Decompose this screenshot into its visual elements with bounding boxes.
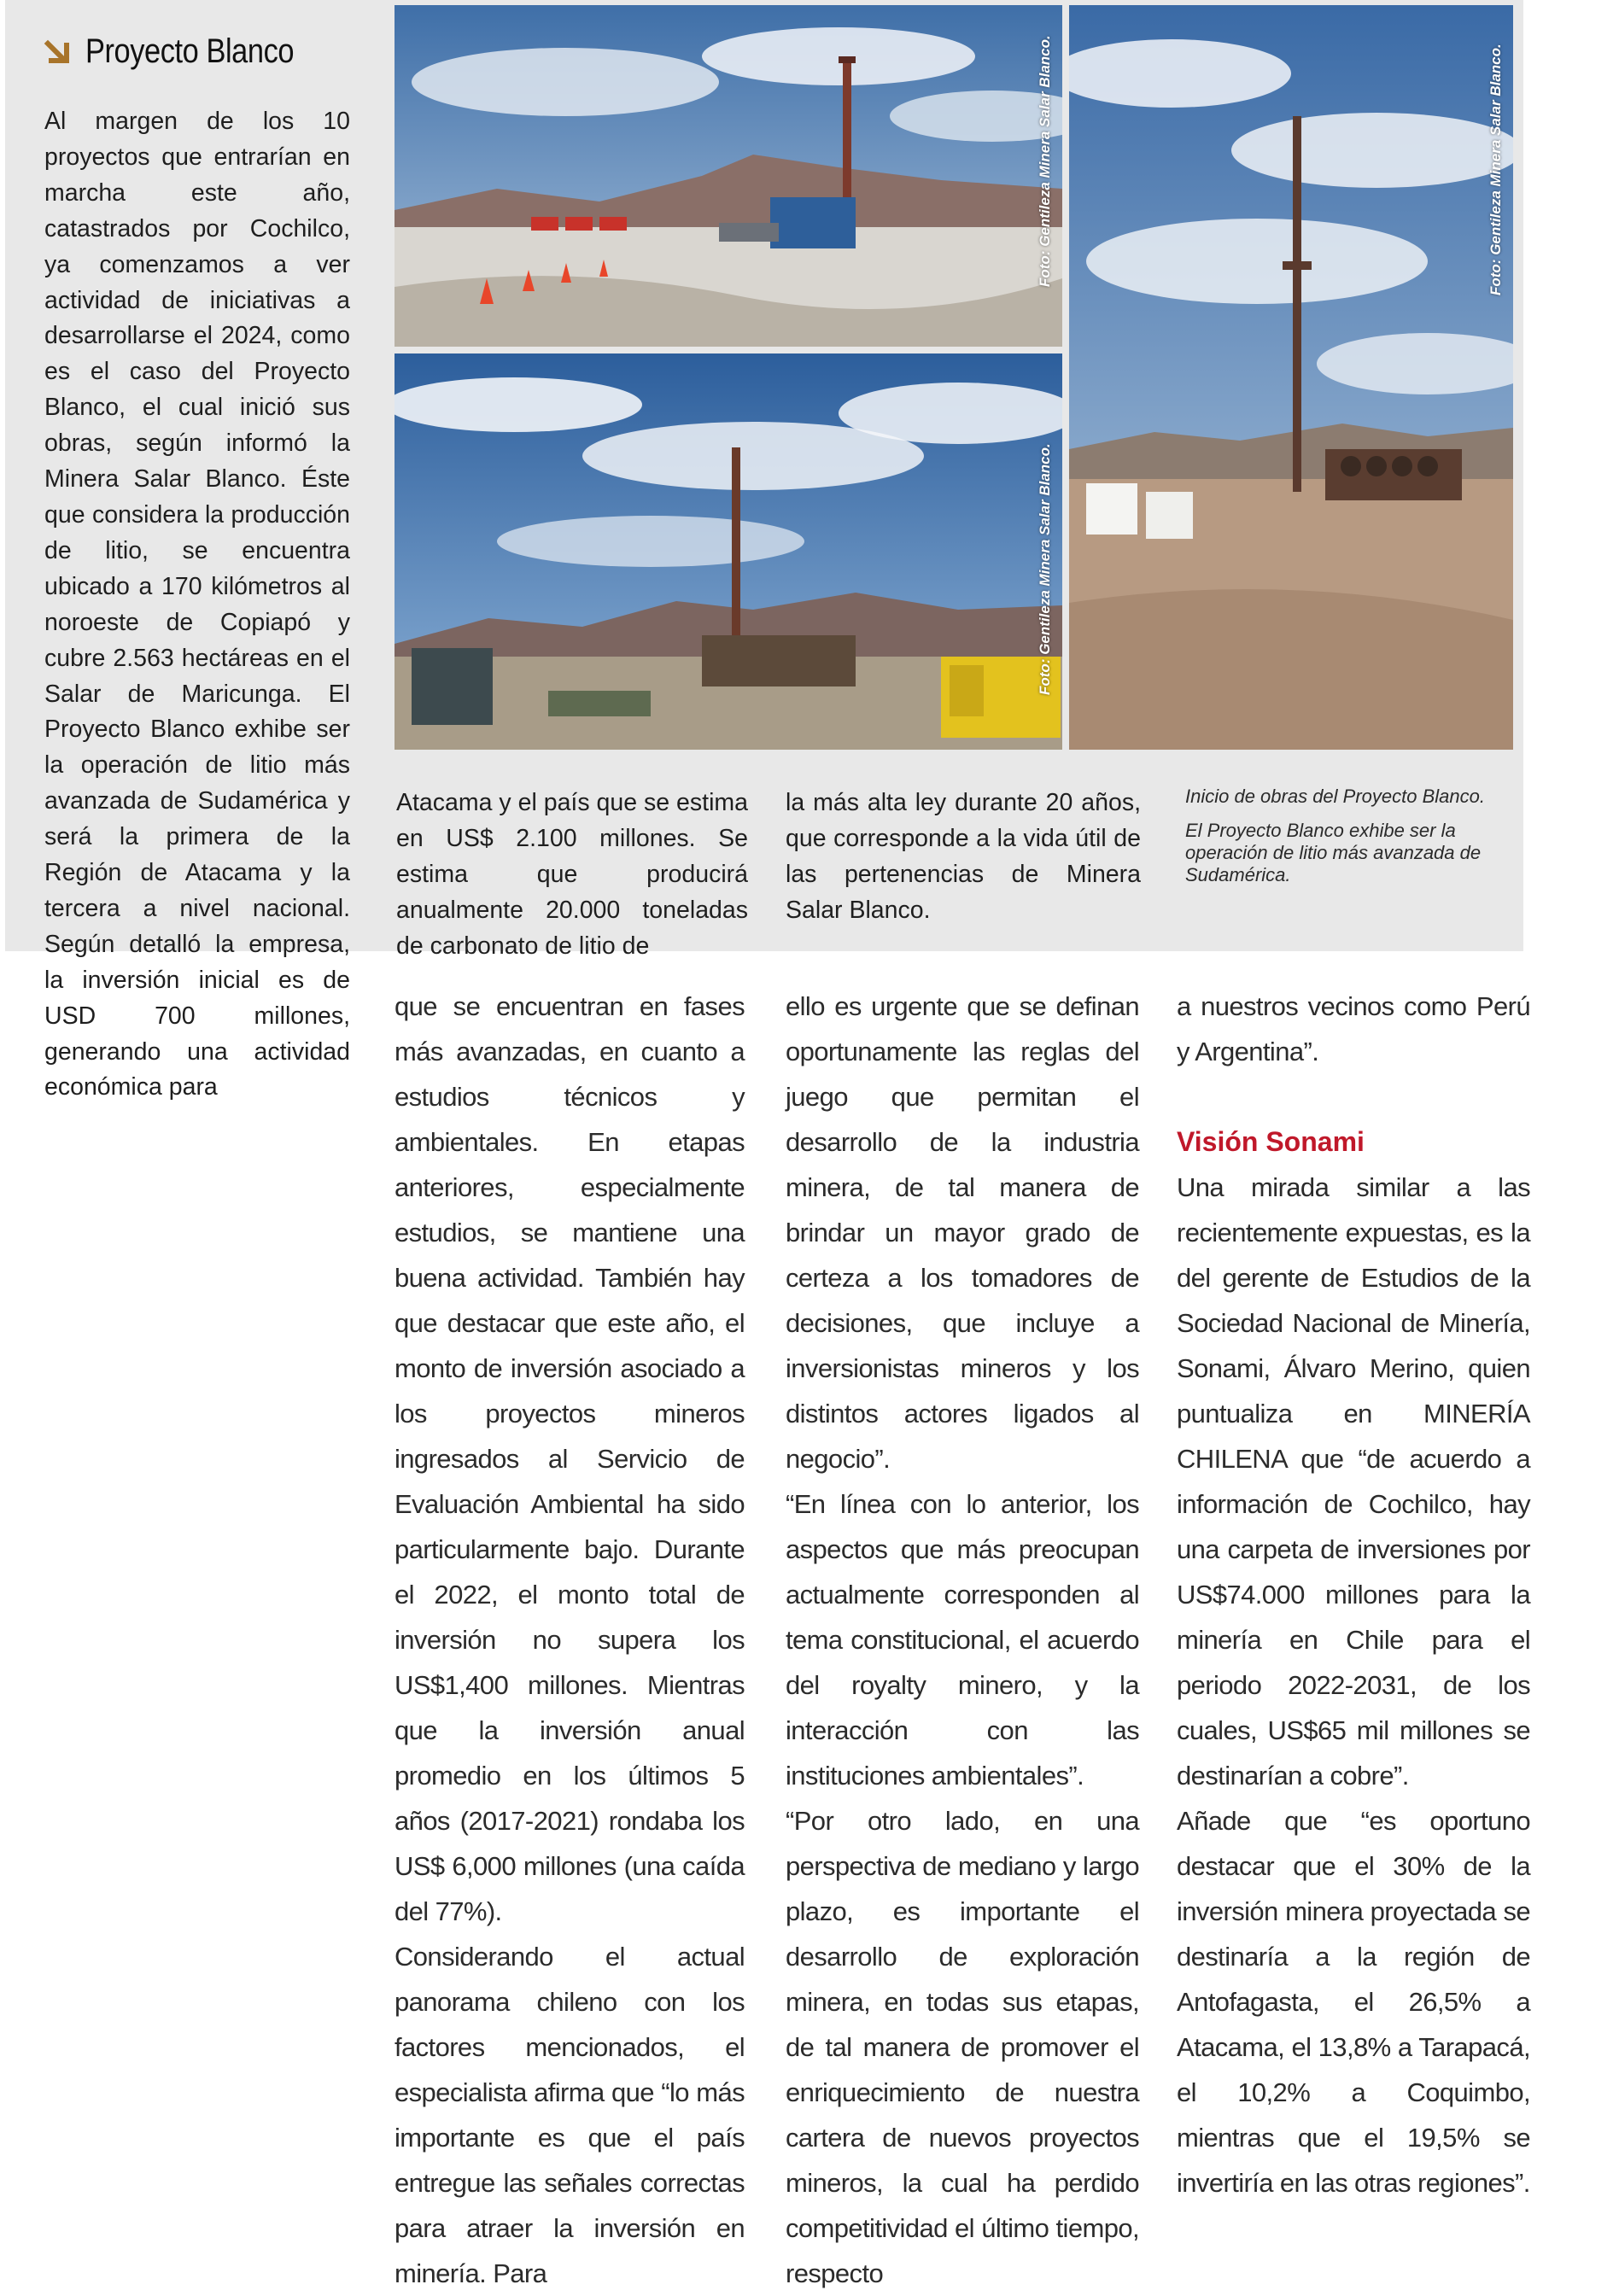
sidebar-text-col2: Atacama y el país que se estima en US$ 2.100 millones. Se estima que producirá anualmente 20.000 toneladas de carbonato de litio de <box>396 789 748 960</box>
section-heading: Visión Sonami <box>1177 1126 1365 1157</box>
article-column-3 <box>1177 984 1530 2205</box>
photo-drilling-site-1 <box>395 5 1062 347</box>
arrow-down-right-icon <box>43 37 73 67</box>
photo-credit-3: Foto: Gentileza Minera Salar Blanco. <box>1487 44 1504 295</box>
paragraph: que se encuentran en fases más avanzadas, en cuanto a estudios técnicos y ambientales. En etapas anteriores, especialmente estudios, se mantiene una buena actividad. También hay que destacar que este año, el monto de inversión asociado a los proyectos mineros ingresados al Servicio de Evaluación Ambiental ha sido particularmente bajo. Durante el 2022, el monto total de inversión no supera los US$1,400 millones. Mientras que la inversión anual promedio en los últimos 5 años (2017-2021) rondaba los US$ 6,000 millones (una caída del 77%). <box>395 991 745 1926</box>
paragraph: ello es urgente que se definan oportunamente las reglas del juego que permitan el desarrollo de la industria minera, de tal manera de brindar un mayor grado de certeza a los tomadores de decisiones, que incluye a inversionistas mineros y los distintos actores ligados al negocio”. <box>786 991 1139 1474</box>
sidebar-text-col3: la más alta ley durante 20 años, que corresponde a la vida útil de las pertenencias de Minera Salar Blanco. <box>786 789 1141 924</box>
paragraph: “En línea con lo anterior, los aspectos que más preocupan actualmente corresponden al tema constitucional, el acuerdo del royalty minero, y la interacción con las instituciones ambientales”. <box>786 1489 1139 1791</box>
paragraph: Una mirada similar a las recientemente expuestas, es la del gerente de Estudios de la Sociedad Nacional de Minería, Sonami, Álvaro Merino, quien puntualiza en MINERÍA CHILENA que “de acuerdo a información de Cochilco, hay una carpeta de inversiones por US$74.000 millones para la minería en Chile para el periodo 2022-2031, de los cuales, US$65 mil millones se destinarían a cobre”. <box>1177 1172 1530 1791</box>
photo-caption <box>1185 786 1510 898</box>
paragraph: Añade que “es oportuno destacar que el 30% de la inversión minera proyectada se destinaría a la región de Antofagasta, el 26,5% a Atacama, el 13,8% a Tarapacá, el 10,2% a Coquimbo, mientras que el 19,5% se invertiría en las otras regiones”. <box>1177 1806 1530 2198</box>
article-column-2 <box>786 984 1139 2296</box>
paragraph: Considerando el actual panorama chileno con los factores mencionados, el especialista afirma que “lo más importante es que el país entregue las señales correctas para atraer la inversión en minería. Para <box>395 1942 745 2288</box>
paragraph: a nuestros vecinos como Perú y Argentina”. <box>1177 991 1530 1066</box>
photo-drilling-site-2 <box>395 353 1062 750</box>
photo-credit-2: Foto: Gentileza Minera Salar Blanco. <box>1037 443 1053 695</box>
sidebar-text-col1: Al margen de los 10 proyectos que entrarían en marcha este año, catastrados por Cochilco, ya comenzamos a ver actividad de iniciativas a desarrollarse el 2024, como es el caso del Proyecto Blanco, el cual inició sus obras, según informó la Minera Salar Blanco. Éste que considera la producción de litio, se encuentra ubicado a 170 kilómetros al noroeste de Copiapó y cubre 2.563 hectáreas en el Salar de Maricunga. El Proyecto Blanco exhibe ser la operación de litio más avanzada de Sudamérica y será la primera de la Región de Atacama y la tercera a nivel nacional. Según detalló la empresa, la inversión inicial es de USD 700 millones, generando una actividad económica para <box>44 108 350 1101</box>
photo-drilling-site-3 <box>1069 5 1513 750</box>
article-column-1 <box>395 984 745 2296</box>
sidebar-title-text: Proyecto Blanco <box>85 32 295 70</box>
caption-line-1: Inicio de obras del Proyecto Blanco. <box>1185 786 1485 807</box>
photo-credit-1: Foto: Gentileza Minera Salar Blanco. <box>1037 35 1053 287</box>
sidebar-title <box>43 32 328 71</box>
paragraph: “Por otro lado, en una perspectiva de mediano y largo plazo, es importante el desarrollo de exploración minera, en todas sus etapas, de tal manera de promover el enriquecimiento de nuestra cartera de nuevos proyectos mineros, la cual ha perdido competitividad el último tiempo, respecto <box>786 1806 1139 2288</box>
caption-line-2: El Proyecto Blanco exhibe ser la operación de litio más avanzada de Sudamérica. <box>1185 820 1482 885</box>
